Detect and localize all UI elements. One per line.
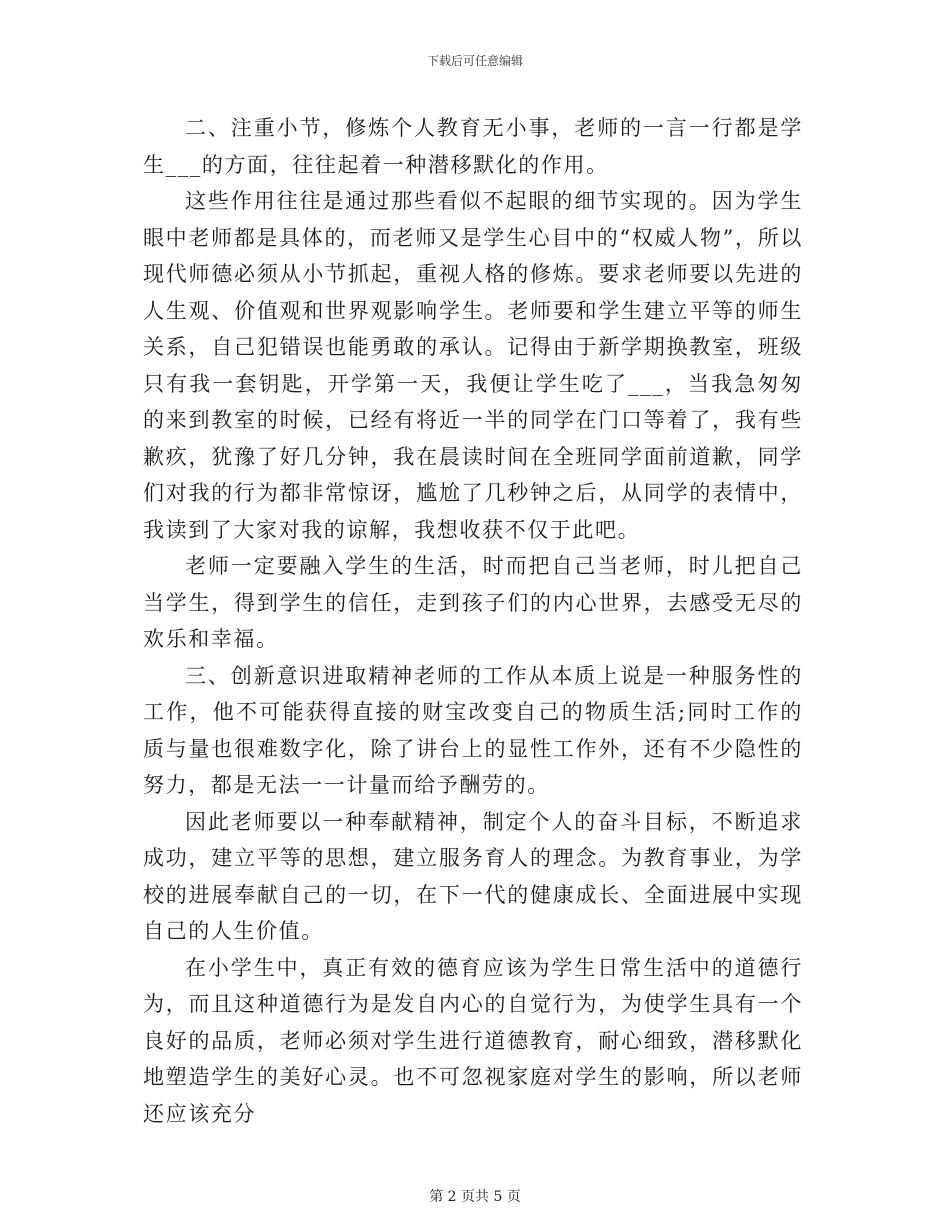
paragraph-6: 在小学生中，真正有效的德育应该为学生日常生活中的道德行为，而且这种道德行为是发自内心的自觉行为，为使学生具有一个良好的品质，老师必须对学生进行道德教育，耐心细致，潜移默化地塑造学生的美好心灵。也不可忽视家庭对学生的影响，所以老师还应该充分	[143, 955, 803, 1126]
paragraph-5: 因此老师要以一种奉献精神，制定个人的奋斗目标，不断追求成功，建立平等的思想，建立服务育人的理念。为教育事业，为学校的进展奉献自己的一切，在下一代的健康成长、全面进展中实现自己的人生价值。	[143, 809, 803, 943]
paragraph-1: 二、注重小节，修炼个人教育无小事，老师的一言一行都是学生___的方面，往往起着一种潜移默化的作用。	[143, 116, 803, 177]
paragraph-3: 老师一定要融入学生的生活，时而把自己当老师，时儿把自己当学生，得到学生的信任，走到孩子们的内心世界，去感受无尽的欢乐和幸福。	[143, 554, 803, 651]
paragraph-2: 这些作用往往是通过那些看似不起眼的细节实现的。因为学生眼中老师都是具体的，而老师又是学生心目中的“权威人物”，所以现代师德必须从小节抓起，重视人格的修炼。要求老师要以先进的人生观、价值观和世界观影响学生。老师要和学生建立平等的师生关系，自己犯错误也能勇敢的承认。记得由于新学期换教室，班级只有我一套钥匙，开学第一天，我便让学生吃了___，当我急匆匆的来到教室的时候，已经有将近一半的同学在门口等着了，我有些歉疚，犹豫了好几分钟，我在晨读时间在全班同学面前道歉，同学们对我的行为都非常惊讶，尴尬了几秒钟之后，从同学的表情中，我读到了大家对我的谅解，我想收获不仅于此吧。	[143, 189, 803, 542]
page-footer: 第 2 页共 5 页	[429, 1189, 521, 1205]
document-body	[143, 110, 803, 1132]
paragraph-4: 三、创新意识进取精神老师的工作从本质上说是一种服务性的工作，他不可能获得直接的财宝改变自己的物质生活;同时工作的质与量也很难数字化，除了讲台上的显性工作外，还有不少隐性的努力，都是无法一一计量而给予酬劳的。	[143, 663, 803, 797]
page-header: 下载后可任意编辑	[426, 54, 523, 68]
